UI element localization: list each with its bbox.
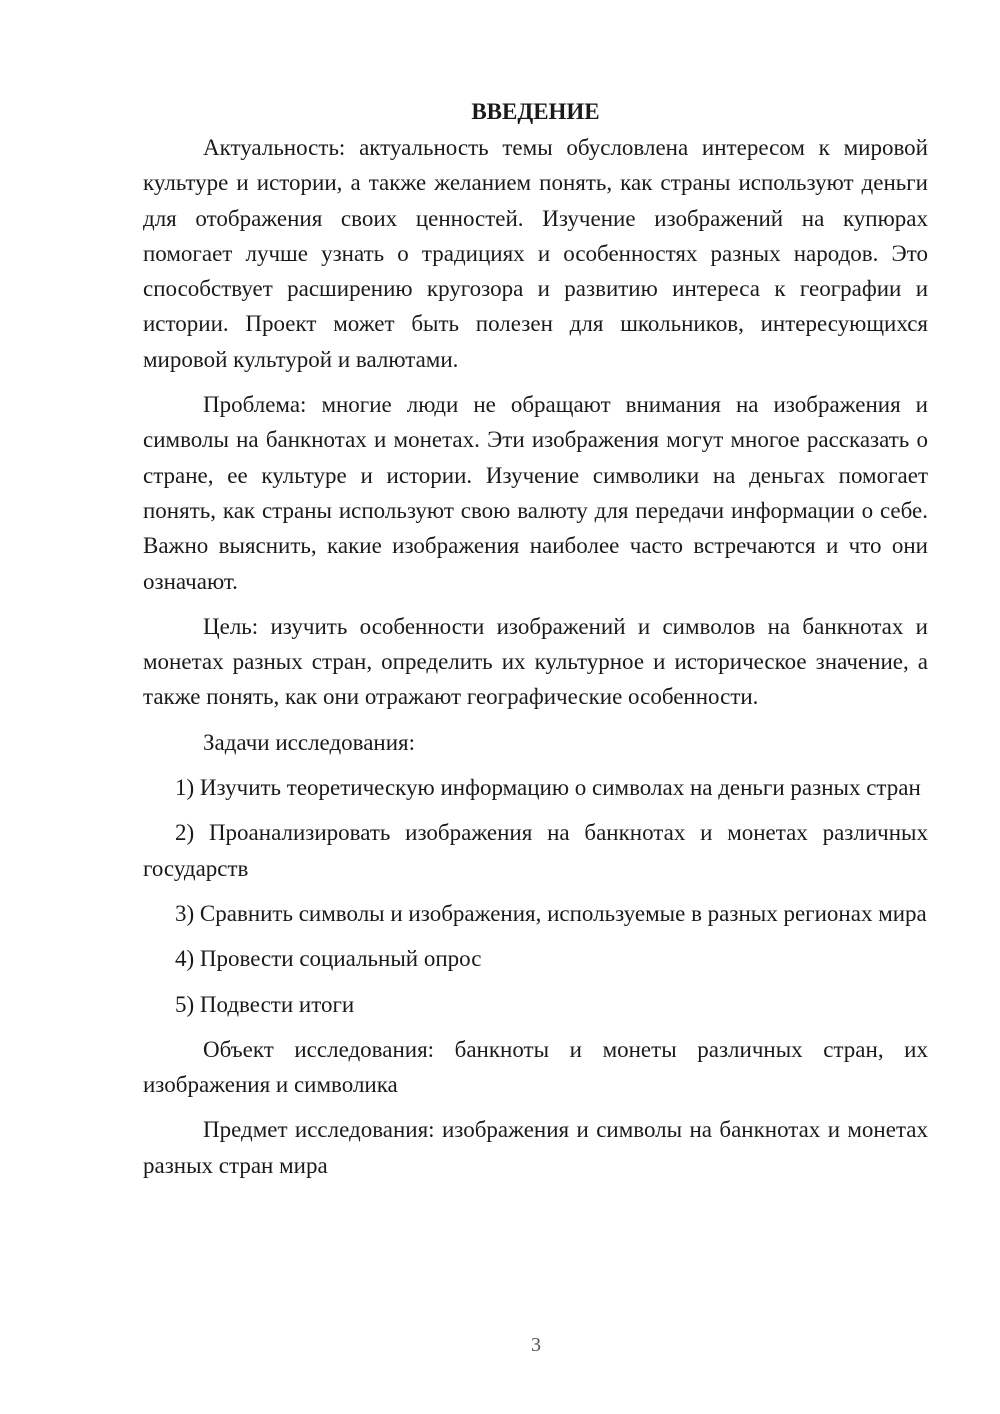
paragraph-relevance: Актуальность: актуальность темы обусловлена интересом к мировой культуре и истории, а также желанием понять, как страны используют деньги для отображения своих ценностей. Изучение изображений на купюрах помогает лучше узнать о традициях и особенностях разных народов. Это способствует расширению кругозора и развитию интереса к географии и истории. Проект может быть полезен для школьников, интересующихся мировой культурой и валютами. xyxy=(143,135,928,372)
tasks-heading: Задачи исследования: xyxy=(203,729,416,755)
paragraph-goal: Цель: изучить особенности изображений и символов на банкнотах и монетах разных стран, определить их культурное и историческое значение, а также понять, как они отражают географические особенности. xyxy=(143,613,928,710)
task-item: 2) Проанализировать изображения на банкнотах и монетах различных государств xyxy=(143,820,928,881)
task-item: 4) Провести социальный опрос xyxy=(175,946,482,972)
paragraph-subject: Предмет исследования: изображения и символы на банкнотах и монетах разных стран мира xyxy=(143,1117,928,1178)
task-item: 5) Подвести итоги xyxy=(175,991,355,1017)
page-number: 3 xyxy=(531,1334,541,1356)
page-title: ВВЕДЕНИЕ xyxy=(471,99,600,124)
paragraph-problem: Проблема: многие люди не обращают внимания на изображения и символы на банкнотах и монетах. Эти изображения могут многое рассказать о стране, ее культуре и истории. Изучение символики на деньгах помогает понять, как страны используют свою валюту для передачи информации о себе. Важно выяснить, какие изображения наиболее часто встречаются и что они означают. xyxy=(143,392,928,594)
task-item: 1) Изучить теоретическую информацию о символах на деньги разных стран xyxy=(175,775,921,801)
document-body xyxy=(143,94,928,1193)
paragraph-object: Объект исследования: банкноты и монеты различных стран, их изображения и символика xyxy=(143,1036,928,1098)
task-item: 3) Сравнить символы и изображения, используемые в разных регионах мира xyxy=(175,900,927,926)
